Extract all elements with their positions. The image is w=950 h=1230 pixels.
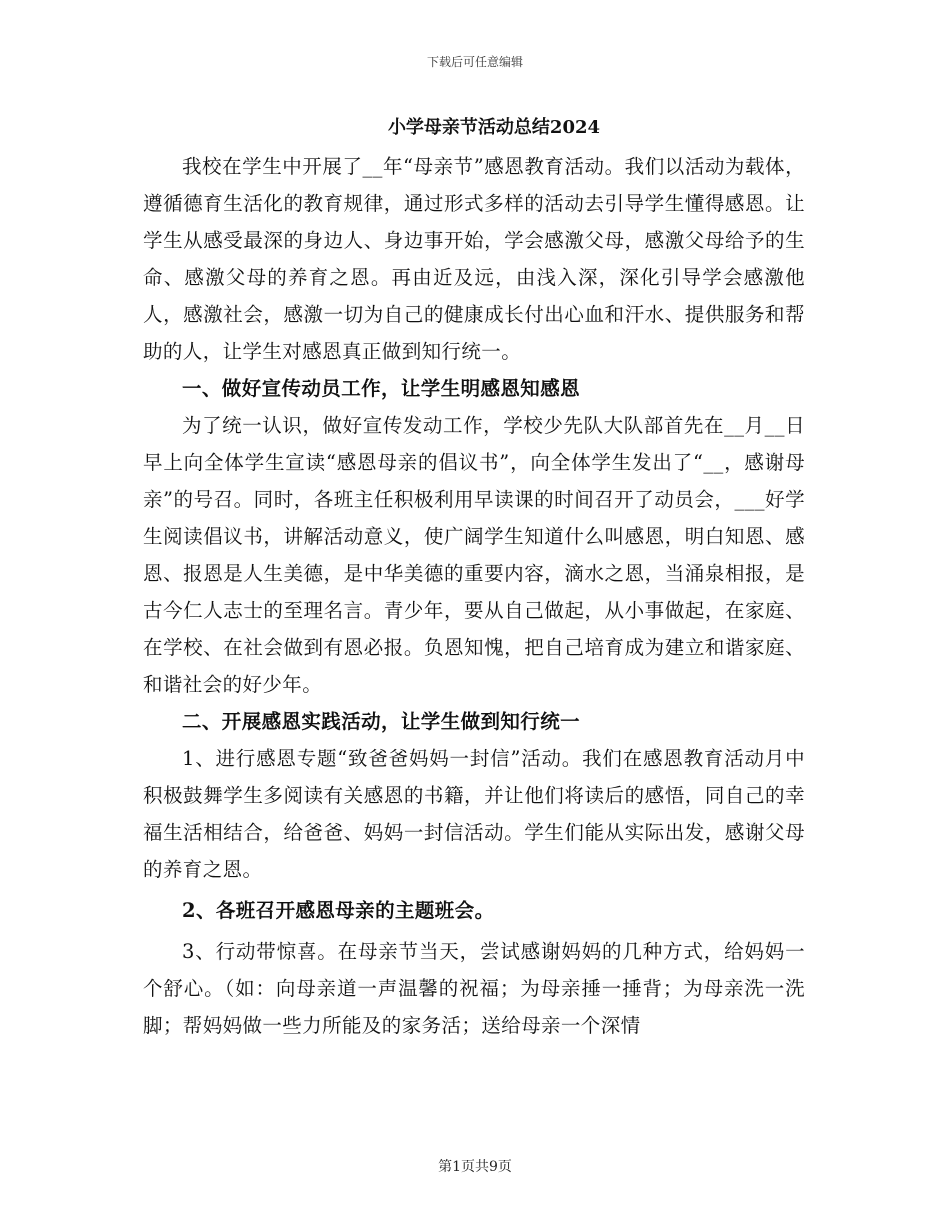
document-body: [143, 112, 805, 1044]
intro-paragraph: 我校在学生中开展了__年“母亲节”感恩教育活动。我们以活动为载体，遵循德育生活化的教育规律，通过形式多样的活动去引导学生懂得感恩。让学生从感受最深的身边人、身边事开始，学会感激父母，感激父母给予的生命、感激父母的养育之恩。再由近及远，由浅入深，深化引导学会感激他人，感激社会，感激一切为自己的健康成长付出心血和汗水、提供服务和帮助的人，让学生对感恩真正做到知行统一。: [143, 155, 805, 363]
activity-3-paragraph: 3、行动带惊喜。在母亲节当天，尝试感谢妈妈的几种方式，给妈妈一个舒心。（如：向母亲道一声温馨的祝福；为母亲捶一捶背；为母亲洗一洗脚；帮妈妈做一些力所能及的家务活；送给母亲一个深情: [143, 940, 805, 1037]
section-1-paragraph: 为了统一认识，做好宣传发动工作，学校少先队大队部首先在__月__日早上向全体学生宣读“感恩母亲的倡议书”，向全体学生发出了“__，感谢母亲”的号召。同时，各班主任积极利用早读课的时间召开了动员会，___好学生阅读倡议书，讲解活动意义，使广阔学生知道什么叫感恩，明白知恩、感恩、报恩是人生美德，是中华美德的重要内容，滴水之恩，当涌泉相报，是古今仁人志士的至理名言。青少年，要从自己做起，从小事做起，在家庭、在学校、在社会做到有恩必报。负恩知愧，把自己培育成为建立和谐家庭、和谐社会的好少年。: [143, 414, 805, 696]
document-title: 小学母亲节活动总结2024: [387, 117, 601, 138]
page-header-note: 下载后可任意编辑: [426, 55, 523, 69]
activity-2-heading: 2、各班召开感恩母亲的主题班会。: [182, 899, 495, 922]
section-heading-1: 一、做好宣传动员工作，让学生明感恩知感恩: [182, 377, 581, 400]
page-number: 第1页共9页: [438, 1159, 512, 1175]
activity-1-paragraph: 1、进行感恩专题“致爸爸妈妈一封信”活动。我们在感恩教育活动月中积极鼓舞学生多阅读有关感恩的书籍，并让他们将读后的感悟，同自己的幸福生活相结合，给爸爸、妈妈一封信活动。学生们能从实际出发，感谢父母的养育之恩。: [143, 747, 805, 881]
section-heading-2: 二、开展感恩实践活动，让学生做到知行统一: [182, 710, 581, 733]
